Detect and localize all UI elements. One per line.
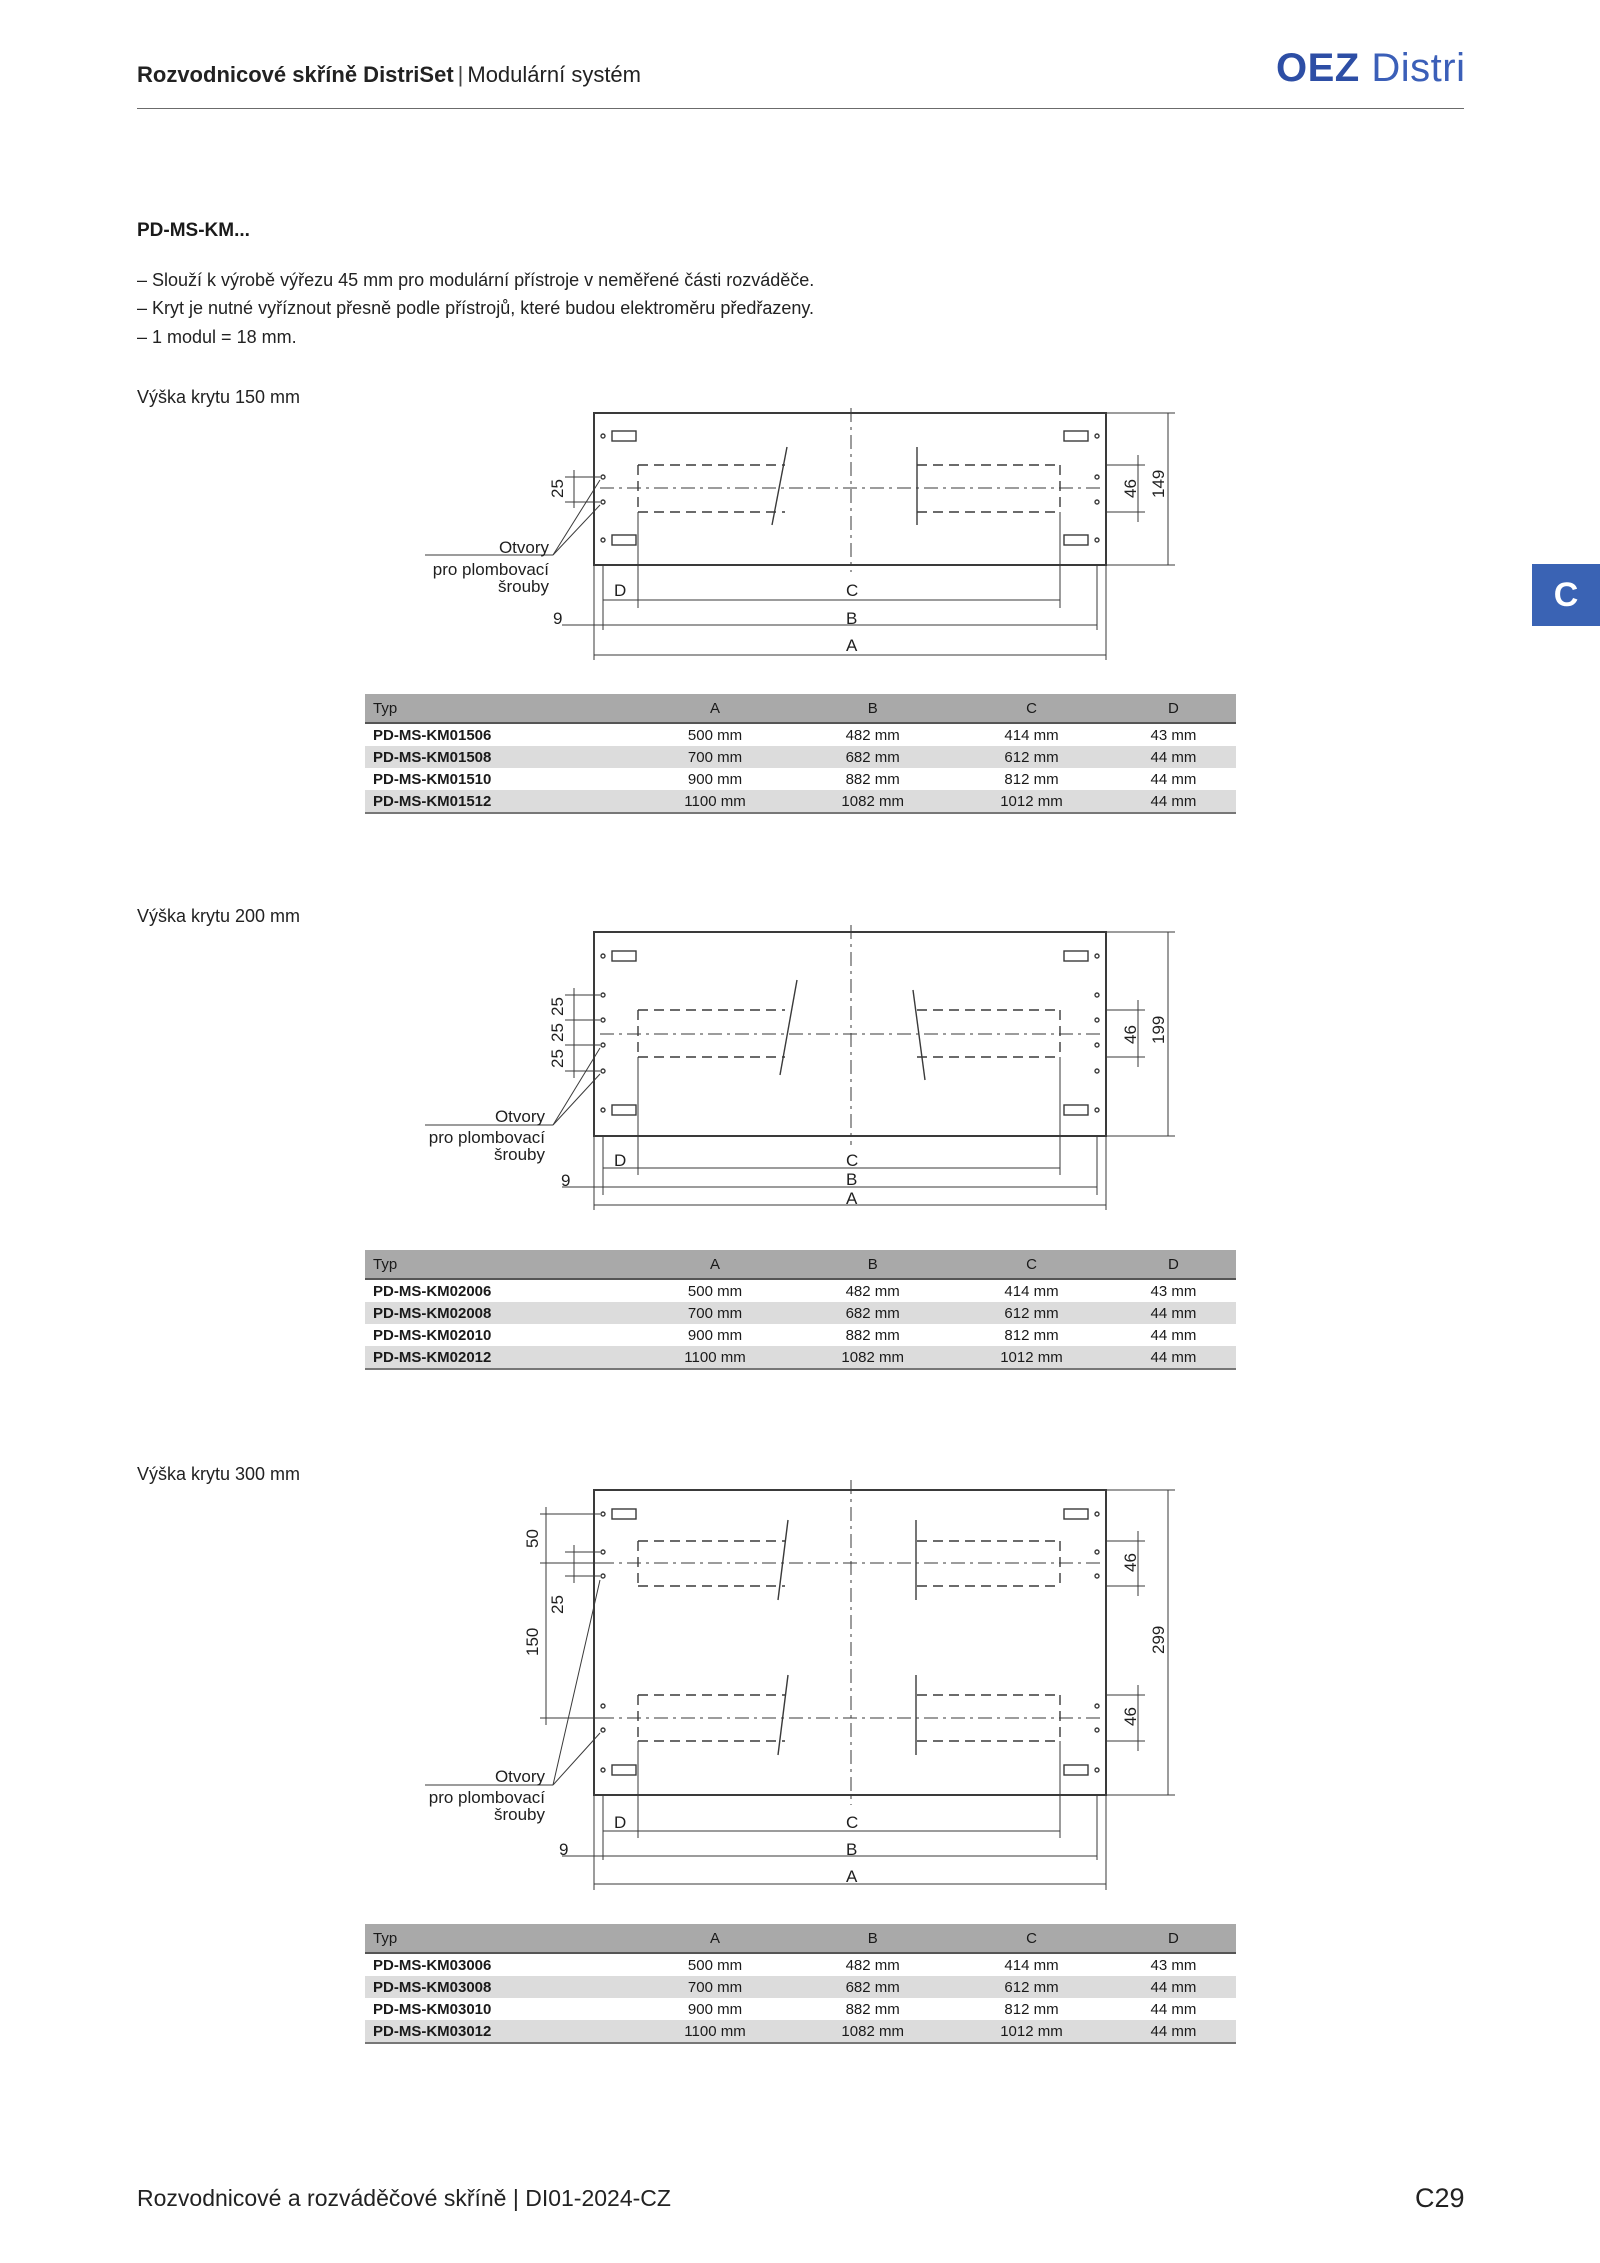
dim-left: 25 [548, 1049, 567, 1068]
dim-left: 25 [548, 1023, 567, 1042]
table-cell: 1100 mm [637, 2020, 794, 2043]
table-cell: 1012 mm [952, 1346, 1111, 1369]
dim-C: C [846, 581, 859, 600]
table-cell: PD-MS-KM03012 [365, 2020, 637, 2043]
table-cell: PD-MS-KM03008 [365, 1976, 637, 1998]
bullet-item: – Kryt je nutné vyříznout přesně podle přístrojů, které budou elektroměru předřazeny. [137, 298, 815, 318]
table-cell: 700 mm [637, 1976, 794, 1998]
table-cell: 44 mm [1111, 746, 1236, 768]
holes-label-1: Otvory [498, 538, 549, 557]
table-cell: 882 mm [845, 1326, 900, 1344]
section-title-200: Výška krytu 200 mm [137, 906, 301, 926]
dim-C: C [846, 1151, 859, 1170]
product-heading: PD-MS-KM... [137, 220, 250, 241]
table-cell: PD-MS-KM02010 [373, 1326, 492, 1344]
table-cell: 900 mm [687, 770, 743, 788]
dim-9: 9 [559, 1840, 569, 1859]
table-cell: PD-MS-KM01512 [365, 790, 637, 813]
table-cell: 1012 mm [952, 2020, 1111, 2043]
header-separator: | [457, 62, 464, 87]
header-title-sub: Modulární systém [467, 62, 641, 87]
dim-C: C [846, 1813, 859, 1832]
table-cell: PD-MS-KM01510 [373, 770, 492, 788]
footer-text: Rozvodnicové a rozváděčové skříně | DI01-2024-CZ [137, 2185, 671, 2211]
holes-label-3: šrouby [493, 1805, 545, 1824]
logo-distri: Distri [1371, 46, 1466, 90]
table-row [365, 1998, 1236, 2020]
table-cell: PD-MS-KM02006 [373, 1282, 492, 1300]
table-cell: 812 mm [1004, 1326, 1059, 1344]
table-cell: PD-MS-KM02012 [365, 1346, 637, 1369]
header-title-main: Rozvodnicové skříně DistriSet [137, 62, 454, 87]
dim-B: B [846, 1170, 858, 1189]
table-cell: 414 mm [1004, 1282, 1059, 1300]
table-cell: 612 mm [952, 1302, 1111, 1324]
col-b: B [793, 694, 952, 723]
table-cell: 900 mm [687, 2000, 743, 2018]
dim-D: D [614, 581, 627, 600]
dim-right-small: 46 [1121, 1707, 1140, 1726]
table-cell: 882 mm [845, 770, 900, 788]
table-cell: 414 mm [1004, 726, 1059, 744]
table-cell: PD-MS-KM03010 [373, 2000, 492, 2018]
table-row [365, 1976, 1236, 1998]
dim-right-total: 149 [1149, 469, 1168, 498]
dim-left: 25 [548, 479, 567, 498]
dim-9: 9 [553, 609, 563, 628]
col-d: D [1111, 1250, 1236, 1279]
table-cell: 500 mm [687, 1956, 743, 1974]
table-cell: PD-MS-KM01508 [365, 746, 637, 768]
dim-A: A [846, 1867, 858, 1886]
table-cell: 1082 mm [793, 2020, 952, 2043]
col-d: D [1111, 694, 1236, 723]
holes-label-1: Otvory [494, 1107, 545, 1126]
table-cell: 1100 mm [637, 1346, 794, 1369]
dim-A: A [846, 1189, 858, 1208]
dim-left: 150 [523, 1627, 542, 1656]
table-cell: 44 mm [1150, 1326, 1197, 1344]
logo-oez: OEZ [1276, 46, 1360, 90]
table-cell: 682 mm [793, 1302, 952, 1324]
table-cell: 44 mm [1111, 1302, 1236, 1324]
table-cell: 414 mm [1004, 1956, 1059, 1974]
table-cell: 882 mm [845, 2000, 900, 2018]
table-cell: 43 mm [1150, 1956, 1197, 1974]
col-c: C [952, 1250, 1111, 1279]
dim-B: B [846, 1840, 858, 1859]
col-d: D [1111, 1924, 1236, 1953]
table-cell: 900 mm [687, 1326, 743, 1344]
col-typ: Typ [365, 694, 637, 723]
table-cell: 812 mm [1004, 2000, 1059, 2018]
table-cell: 482 mm [845, 726, 900, 744]
table-cell: 43 mm [1150, 726, 1197, 744]
col-typ: Typ [365, 1924, 637, 1953]
dim-left: 25 [548, 1595, 567, 1614]
dim-left: 25 [548, 997, 567, 1016]
col-a: A [637, 694, 794, 723]
holes-label-3: šrouby [497, 577, 549, 596]
section-title-150: Výška krytu 150 mm [137, 387, 301, 407]
table-cell: 44 mm [1150, 2000, 1197, 2018]
holes-label-2: pro plombovací [432, 560, 549, 579]
table-cell: 500 mm [687, 1282, 743, 1300]
table-cell: 1100 mm [637, 790, 794, 813]
table-cell: 44 mm [1111, 1976, 1236, 1998]
section-title-300: Výška krytu 300 mm [137, 1464, 301, 1484]
table-cell: PD-MS-KM02008 [365, 1302, 637, 1324]
spec-table-300 [365, 1924, 1236, 2044]
table-cell: 612 mm [952, 1976, 1111, 1998]
table-row [365, 1953, 1236, 1976]
col-b: B [793, 1250, 952, 1279]
bullet-item: – 1 modul = 18 mm. [137, 327, 297, 347]
table-cell: 682 mm [793, 746, 952, 768]
table-cell: 700 mm [637, 1302, 794, 1324]
bullet-item: – Slouží k výrobě výřezu 45 mm pro modulární přístroje v neměřené části rozváděče. [137, 270, 815, 290]
table-cell: 500 mm [687, 726, 743, 744]
table-cell: 44 mm [1111, 1346, 1236, 1369]
dim-B: B [846, 609, 858, 628]
table-cell: 44 mm [1150, 770, 1197, 788]
col-c: C [952, 694, 1111, 723]
dim-D: D [614, 1813, 627, 1832]
chapter-tab: C [1532, 564, 1600, 626]
col-b: B [793, 1924, 952, 1953]
page-number: C29 [1415, 2183, 1465, 2213]
table-cell: 812 mm [1004, 770, 1059, 788]
holes-label-1: Otvory [494, 1767, 545, 1786]
table-cell: 1082 mm [793, 1346, 952, 1369]
table-cell: PD-MS-KM03006 [373, 1956, 492, 1974]
dim-right-small: 46 [1121, 1553, 1140, 1572]
holes-label-2: pro plombovací [428, 1788, 545, 1807]
table-cell: 682 mm [793, 1976, 952, 1998]
table-row [365, 2020, 1236, 2043]
dim-D: D [614, 1151, 627, 1170]
holes-label-2: pro plombovací [428, 1128, 545, 1147]
table-cell: 44 mm [1111, 790, 1236, 813]
table-cell: 700 mm [637, 746, 794, 768]
col-a: A [637, 1924, 794, 1953]
table-cell: 1012 mm [952, 790, 1111, 813]
dim-right-small: 46 [1121, 479, 1140, 498]
table-cell: 43 mm [1150, 1282, 1197, 1300]
table-cell: 482 mm [845, 1956, 900, 1974]
col-a: A [637, 1250, 794, 1279]
dim-right-total: 299 [1149, 1625, 1168, 1654]
table-cell: 482 mm [845, 1282, 900, 1300]
holes-label-3: šrouby [493, 1145, 545, 1164]
dim-right-small: 46 [1121, 1025, 1140, 1044]
table-cell: PD-MS-KM01506 [373, 726, 492, 744]
dim-right-total: 199 [1149, 1015, 1168, 1044]
dim-A: A [846, 636, 858, 655]
table-cell: 44 mm [1111, 2020, 1236, 2043]
dim-9: 9 [561, 1171, 571, 1190]
col-c: C [952, 1924, 1111, 1953]
col-typ: Typ [365, 1250, 637, 1279]
table-cell: 612 mm [952, 746, 1111, 768]
dim-left: 50 [523, 1529, 542, 1548]
table-cell: 1082 mm [793, 790, 952, 813]
